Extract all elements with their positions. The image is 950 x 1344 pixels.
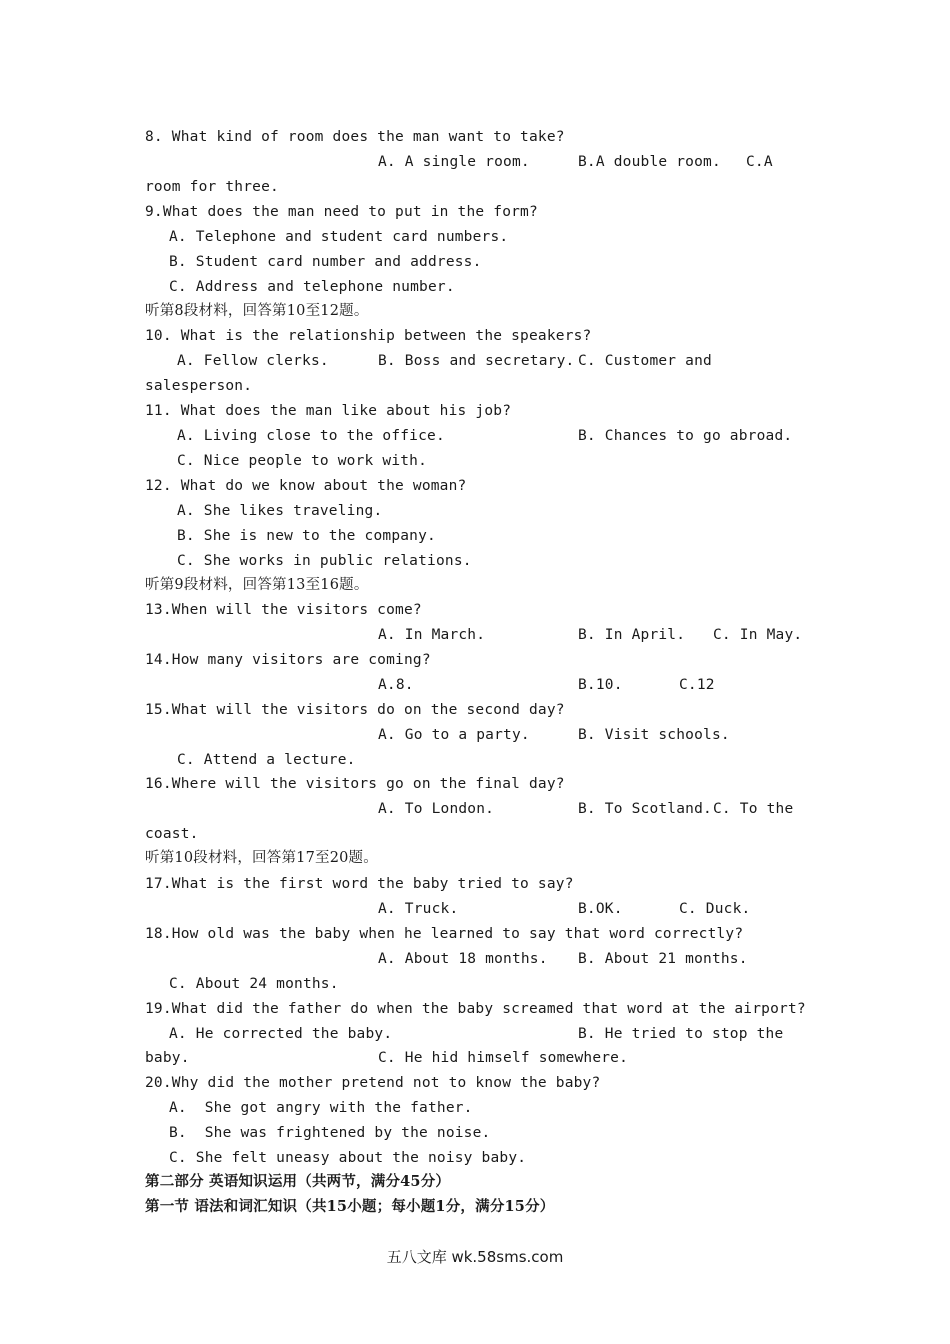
question-16: 16.Where will the visitors go on the final day? <box>145 776 565 792</box>
q17-option-c: C. Duck. <box>679 901 751 917</box>
q16-option-b: B. To Scotland. <box>578 801 712 817</box>
q15-option-a: A. Go to a party. <box>378 727 530 743</box>
q19-option-c: C. He hid himself somewhere. <box>378 1050 629 1066</box>
q16-option-a: A. To London. <box>378 801 495 817</box>
q20-option-c: C. She felt uneasy about the noisy baby. <box>169 1150 527 1166</box>
q14-option-c: C.12 <box>679 677 715 693</box>
question-13: 13.When will the visitors come? <box>145 602 422 618</box>
q8-option-b: B.A double room. <box>578 154 721 170</box>
q18-option-c: C. About 24 months. <box>169 976 339 992</box>
section-8-instruction: 听第8段材料，回答第10至12题。 <box>145 303 369 319</box>
q8-option-c-cont: room for three. <box>145 179 279 195</box>
q10-option-c: C. Customer and <box>578 353 712 369</box>
q18-option-a: A. About 18 months. <box>378 951 548 967</box>
q12-option-a: A. She likes traveling. <box>177 503 383 519</box>
q12-option-c: C. She works in public relations. <box>177 553 472 569</box>
q8-option-c: C.A <box>746 154 773 170</box>
section-9-instruction: 听第9段材料，回答第13至16题。 <box>145 577 369 593</box>
question-10: 10. What is the relationship between the speakers? <box>145 328 592 344</box>
part-two-heading: 第二部分 英语知识运用（共两节，满分45分） <box>145 1173 451 1190</box>
page-footer-watermark: 五八文库 wk.58sms.com <box>386 1248 564 1266</box>
section-10-instruction: 听第10段材料，回答第17至20题。 <box>145 850 378 866</box>
question-12: 12. What do we know about the woman? <box>145 478 467 494</box>
q16-option-c: C. To the <box>713 801 794 817</box>
question-9: 9.What does the man need to put in the form? <box>145 204 538 220</box>
q20-option-a: A. She got angry with the father. <box>169 1100 473 1116</box>
question-18: 18.How old was the baby when he learned to say that word correctly? <box>145 926 744 942</box>
q8-option-a: A. A single room. <box>378 154 530 170</box>
q12-option-b: B. She is new to the company. <box>177 528 436 544</box>
q19-option-b-cont: baby. <box>145 1050 190 1066</box>
q16-option-c-cont: coast. <box>145 826 199 842</box>
q15-option-b: B. Visit schools. <box>578 727 730 743</box>
q10-option-b: B. Boss and secretary. <box>378 353 575 369</box>
q13-option-b: B. In April. <box>578 627 686 643</box>
q13-option-c: C. In May. <box>713 627 803 643</box>
question-8: 8. What kind of room does the man want to take? <box>145 129 565 145</box>
q13-option-a: A. In March. <box>378 627 486 643</box>
q10-option-c-cont: salesperson. <box>145 378 253 394</box>
q17-option-a: A. Truck. <box>378 901 459 917</box>
question-15: 15.What will the visitors do on the second day? <box>145 702 565 718</box>
question-11: 11. What does the man like about his job? <box>145 403 512 419</box>
q9-option-a: A. Telephone and student card numbers. <box>169 229 509 245</box>
question-14: 14.How many visitors are coming? <box>145 652 431 668</box>
q9-option-c: C. Address and telephone number. <box>169 279 455 295</box>
q19-option-a: A. He corrected the baby. <box>169 1026 393 1042</box>
q11-option-c: C. Nice people to work with. <box>177 453 428 469</box>
q14-option-a: A.8. <box>378 677 414 693</box>
q18-option-b: B. About 21 months. <box>578 951 748 967</box>
q11-option-b: B. Chances to go abroad. <box>578 428 793 444</box>
question-17: 17.What is the first word the baby tried to say? <box>145 876 574 892</box>
q17-option-b: B.OK. <box>578 901 623 917</box>
question-19: 19.What did the father do when the baby screamed that word at the airport? <box>145 1001 806 1017</box>
q14-option-b: B.10. <box>578 677 623 693</box>
q20-option-b: B. She was frightened by the noise. <box>169 1125 491 1141</box>
question-20: 20.Why did the mother pretend not to know the baby? <box>145 1075 601 1091</box>
q11-option-a: A. Living close to the office. <box>177 428 445 444</box>
q10-option-a: A. Fellow clerks. <box>177 353 329 369</box>
q9-option-b: B. Student card number and address. <box>169 254 482 270</box>
q19-option-b: B. He tried to stop the <box>578 1026 784 1042</box>
section-one-heading: 第一节 语法和词汇知识（共15小题；每小题1分，满分15分） <box>145 1198 555 1215</box>
q15-option-c: C. Attend a lecture. <box>177 752 356 768</box>
